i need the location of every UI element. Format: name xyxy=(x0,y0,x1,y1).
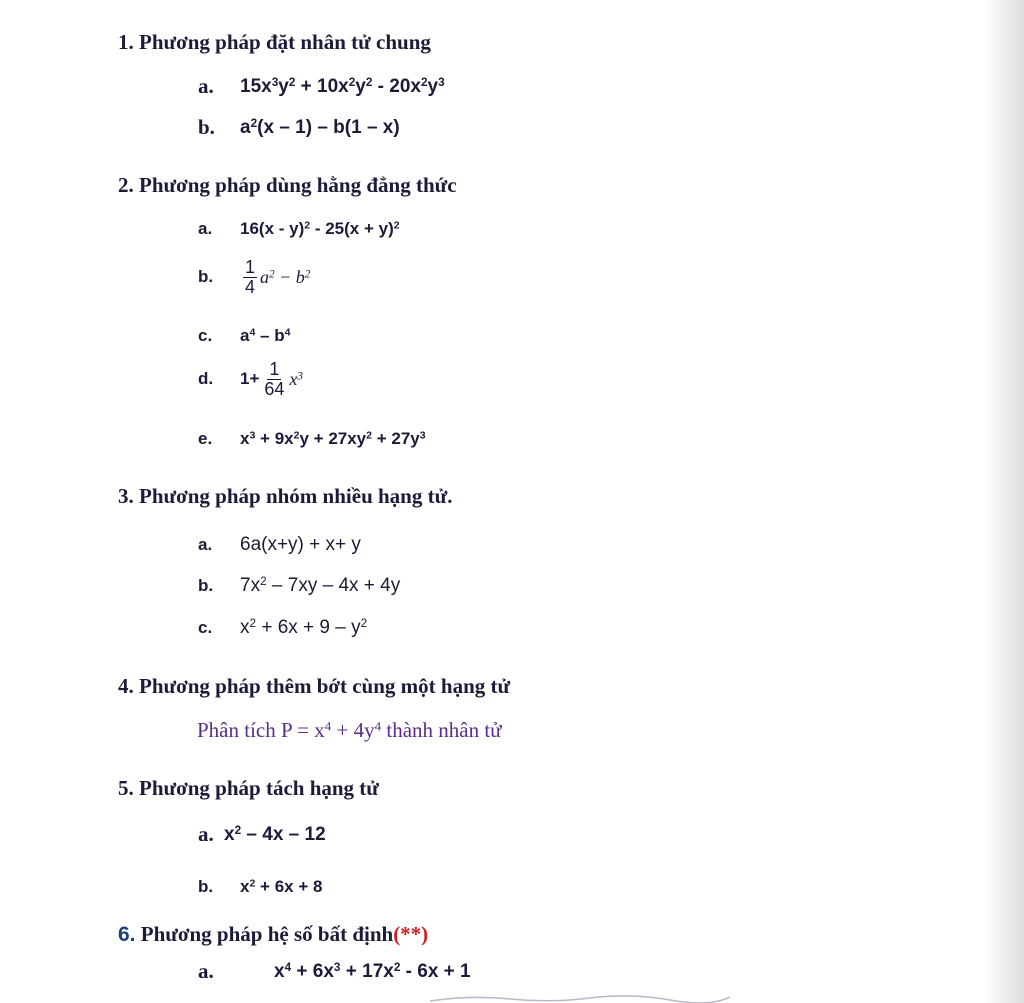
s6-item-a xyxy=(198,959,471,984)
s2-item-a xyxy=(198,219,400,239)
s3-a-expression: 6a(x+y) + x+ y xyxy=(240,534,361,555)
s1-b-expression: $a^2(x - 1) - b(1 - x)$ xyxy=(240,116,400,138)
section-3-title: 3. Phương pháp nhóm nhiều hạng tử. xyxy=(118,484,453,508)
s4-problem-line: Phân tích $P = x^4 + 4y^4$ thành nhân tử xyxy=(197,718,502,742)
s6-a-label: a. xyxy=(198,959,214,983)
s5-b-expression: $x^2 + 6x + 8$ xyxy=(240,877,323,896)
s5-item-a xyxy=(198,822,326,847)
section-2-title: 2. Phương pháp dùng hằng đẳng thức xyxy=(118,173,457,197)
s5-a-label: a. xyxy=(198,822,214,846)
s2-item-c xyxy=(198,326,290,346)
s2-item-d xyxy=(198,360,303,399)
s2-d-fraction: $\frac{1}{64}$ xyxy=(264,359,285,399)
page-edge-shadow xyxy=(982,0,1024,1003)
s1-a-expression: $15x^3y^2 + 10x^2y^2 - 20x^2y^3$ xyxy=(240,75,445,97)
s2-a-label: a. xyxy=(198,219,213,238)
s2-a-expression: $16(x - y)^2 - 25(x + y)^2$ xyxy=(240,219,400,238)
section-6-title: 6. Phương pháp hệ số bất định(**) xyxy=(118,922,429,946)
s1-item-b xyxy=(198,115,400,140)
section-1-title: 1. Phương pháp đặt nhân tử chung xyxy=(118,30,431,54)
s3-a-label: a. xyxy=(198,535,213,554)
bottom-decoration xyxy=(430,993,730,1003)
s6-mark: (**) xyxy=(393,922,429,946)
s3-item-c xyxy=(198,617,367,639)
s2-b-expression: $a^2 - b^2$ xyxy=(260,266,311,287)
s1-item-a xyxy=(198,74,445,99)
s2-d-label: d. xyxy=(198,369,214,389)
s2-d-lead: 1+ xyxy=(240,369,260,389)
s2-item-b xyxy=(198,258,310,297)
s3-b-label: b. xyxy=(198,576,214,595)
s6-a-expression: $x^4 + 6x^3 + 17x^2 - 6x + 1$ xyxy=(274,960,471,982)
s2-c-label: c. xyxy=(198,326,213,345)
s3-c-label: c. xyxy=(198,618,213,637)
s2-item-e xyxy=(198,429,426,449)
s1-b-label: b. xyxy=(198,115,215,139)
s2-b-label: b. xyxy=(198,267,214,287)
s3-item-b xyxy=(198,575,400,597)
s3-item-a xyxy=(198,534,361,556)
s1-a-label: a. xyxy=(198,74,214,98)
s6-number: 6. xyxy=(118,923,136,946)
section-4-title: 4. Phương pháp thêm bớt cùng một hạng tử xyxy=(118,674,511,698)
s2-c-expression: $a^4 - b^4$ xyxy=(240,326,291,345)
s5-a-expression: $x^2 - 4x - 12$ xyxy=(224,823,326,845)
section-5-title: 5. Phương pháp tách hạng tử xyxy=(118,776,379,800)
s3-c-expression: $x^2 + 6x + 9 - y^2$ xyxy=(240,617,368,638)
s5-item-b xyxy=(198,877,322,897)
s2-d-expression: $x^3$ xyxy=(289,368,303,389)
s3-b-expression: $7x^2 - 7xy - 4x + 4y$ xyxy=(240,575,401,596)
s2-e-expression: $x^3 + 9x^2y + 27xy^2 + 27y^3$ xyxy=(240,429,426,448)
s5-b-label: b. xyxy=(198,877,214,896)
s2-b-fraction: $\frac{1}{4}$ xyxy=(245,257,256,297)
s2-e-label: e. xyxy=(198,429,213,448)
